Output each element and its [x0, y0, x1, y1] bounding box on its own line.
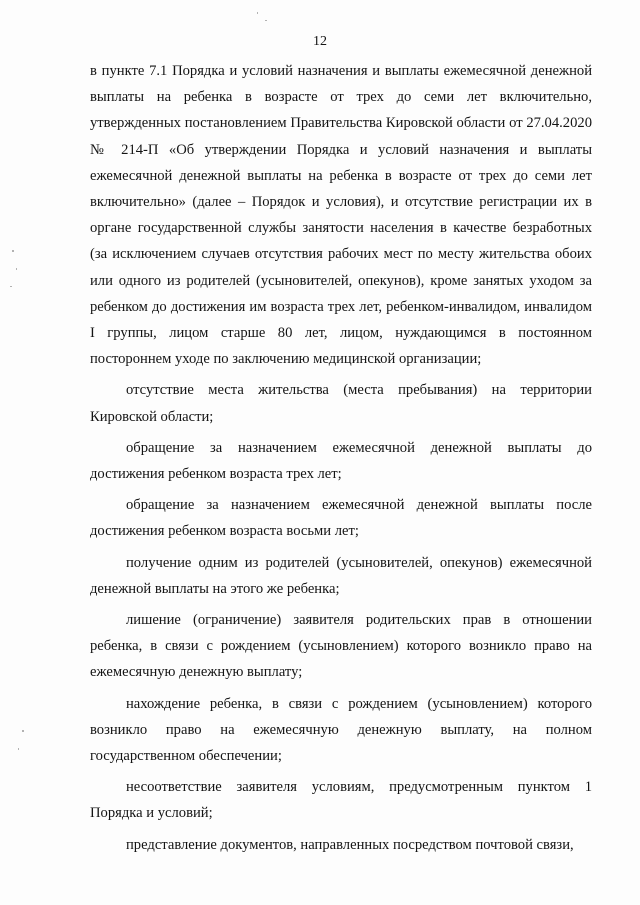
- paragraph-no-residence: отсутствие места жительства (места пребывания) на территории Кировской области;: [90, 382, 592, 425]
- paragraph-before-three-years: обращение за назначением ежемесячной денежной выплаты до достижения ребенком возраста трех лет;: [90, 439, 592, 483]
- scan-speck: [22, 730, 24, 732]
- paragraph-parental-rights: лишение (ограничение) заявителя родительских прав в отношении ребенка, в связи с рождением (усыновлением) которого возникло право на ежемесячную денежную выплату;: [90, 612, 592, 681]
- scan-speck: [257, 12, 258, 14]
- paragraph-duplicate-payment: получение одним из родителей (усыновителей, опекунов) ежемесячной денежной выплаты на этого же ребенка;: [90, 554, 592, 597]
- scan-speck: [12, 250, 14, 252]
- scan-speck: [16, 268, 17, 270]
- page-number: 12: [313, 34, 327, 49]
- document-body: [90, 58, 592, 858]
- paragraph-after-eight-years: обращение за назначением ежемесячной денежной выплаты после достижения ребенком возраста восьми лет;: [90, 497, 592, 540]
- scan-speck: [10, 286, 12, 287]
- paragraph-postal-documents: представление документов, направленных посредством почтовой связи,: [126, 836, 574, 853]
- scan-speck: [265, 20, 267, 21]
- scan-speck: [18, 748, 19, 750]
- paragraph-continuation: в пункте 7.1 Порядка и условий назначения и выплаты ежемесячной денежной выплаты на ребенка в возрасте от трех до семи лет включительно, утвержденных постановлением Правительства Кировской области от 27.04.2020 № 214-П «Об утверждении Порядка и условий назначения и выплаты ежемесячной денежной выплаты на ребенка в возрасте от трех до семи лет включительно» (далее – Порядок и условия), и отсутствие регистрации их в органе государственной службы занятости населения в качестве безработных (за исключением случаев отсутствия рабочих мест по месту жительства обоих или одного из родителей (усыновителей, опекунов), кроме занятых уходом за ребенком до достижения им возраста трех лет, ребенком-инвалидом, инвалидом I группы, лицом старше 80 лет, лицом, нуждающимся в постоянном постороннем уходе по заключению медицинской организации;: [90, 63, 592, 368]
- paragraph-state-support: нахождение ребенка, в связи с рождением (усыновлением) которого возникло право на ежемесячную денежную выплату, на полном государственном обеспечении;: [90, 695, 592, 765]
- paragraph-nonconformity: несоответствие заявителя условиям, предусмотренным пунктом 1 Порядка и условий;: [90, 779, 592, 822]
